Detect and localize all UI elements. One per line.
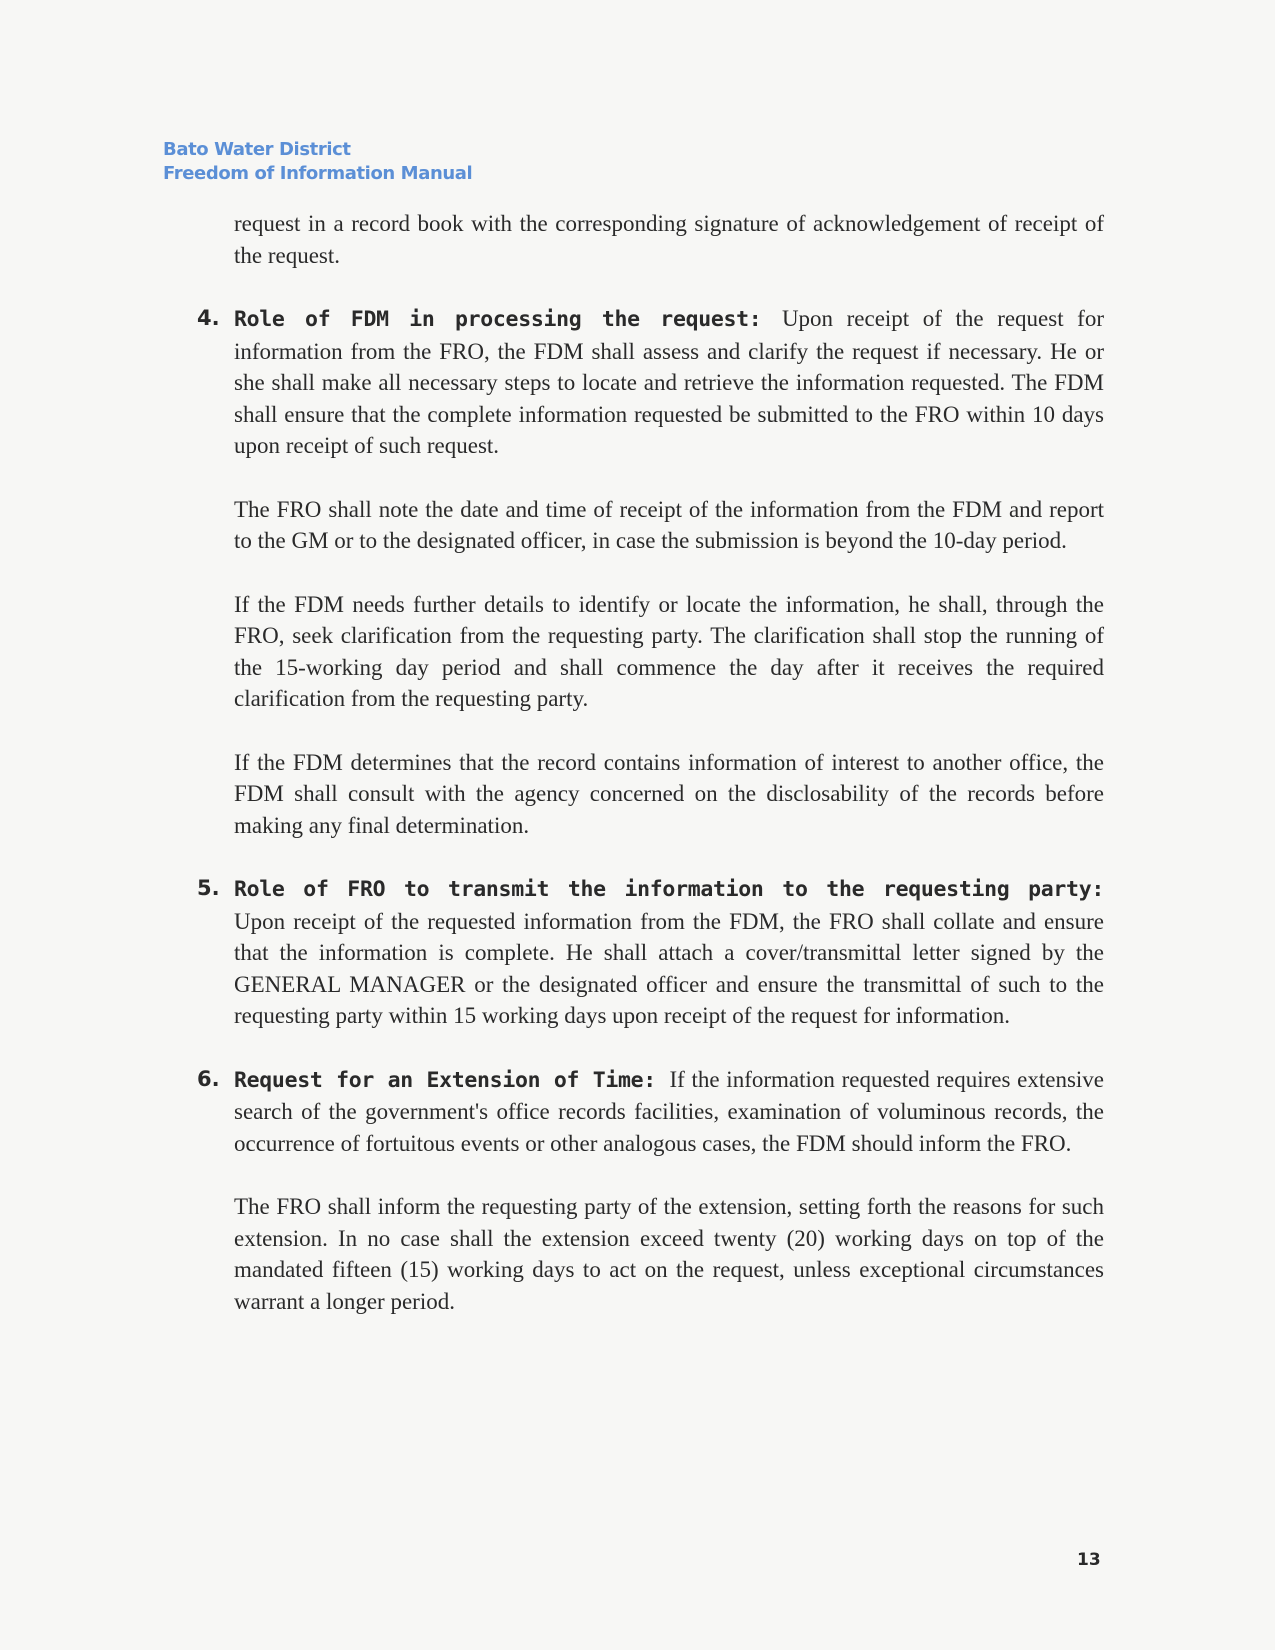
paragraph-fdm-interest: If the FDM determines that the record contains information of interest to another office, the FDM shall consult with the agency concerned on the disclosability of the records before making any final determination. xyxy=(234,749,1104,838)
item-number: 4. xyxy=(197,306,220,330)
paragraph-extension: The FRO shall inform the requesting party of the extension, setting forth the reasons for such extension. In no case shall the extension exceed twenty (20) working days on top of the mandated fifteen (15) working days to act on the request, unless exceptional circumstances warrant a longer period. xyxy=(234,1194,1104,1314)
item-text: Upon receipt of the requested information from the FDM, the FRO shall collate and ensure that the information is complete. He shall attach a cover/transmittal letter signed by the GENERAL MANAGER or the designated officer and ensure the transmittal of such to the requesting party within 15 working days upon receipt of the request for information. xyxy=(234,908,1104,1028)
section-item-5 xyxy=(197,873,1104,1032)
item-number: 5. xyxy=(197,876,220,900)
document-body xyxy=(197,208,1105,1349)
paragraph-fro-note: The FRO shall note the date and time of receipt of the information from the FDM and report to the GM or to the designated officer, in case the submission is beyond the 10-day period. xyxy=(234,496,1104,553)
page-number: 13 xyxy=(1077,1550,1101,1570)
item-heading: Request for an Extension of Time: xyxy=(234,1067,670,1093)
item-heading: Role of FDM in processing the request: xyxy=(234,307,782,332)
item-text: Upon receipt of the request for information from the FRO, the FDM shall assess and clarify the request if necessary. He or she shall make all necessary steps to locate and retrieve the information requested. The FDM shall ensure that the complete information requested be submitted to the FRO within 10 days upon receipt of such request. xyxy=(234,306,1105,458)
section-item-6 xyxy=(197,1064,1105,1160)
item-heading: Role of FRO to transmit the information to the requesting party: xyxy=(234,877,1104,902)
header-manual-title: Freedom of Information Manual xyxy=(163,163,473,184)
paragraph-fdm-details: If the FDM needs further details to identify or locate the information, he shall, through the FRO, seek clarification from the requesting party. The clarification shall stop the running of the 15-working day period and shall commence the day after it receives the required clarification from the requesting party. xyxy=(234,591,1104,711)
section-item-4 xyxy=(197,303,1105,462)
document-header xyxy=(163,138,472,186)
item-number: 6. xyxy=(197,1066,220,1091)
header-organization: Bato Water District xyxy=(163,139,351,160)
intro-paragraph: request in a record book with the corresponding signature of acknowledgement of receipt of the request. xyxy=(234,211,1104,268)
item-text: If the information requested requires extensive search of the government's office records facilities, examination of voluminous records, the occurrence of fortuitous events or other analogous cases, the FDM should inform the FRO. xyxy=(234,1066,1105,1156)
